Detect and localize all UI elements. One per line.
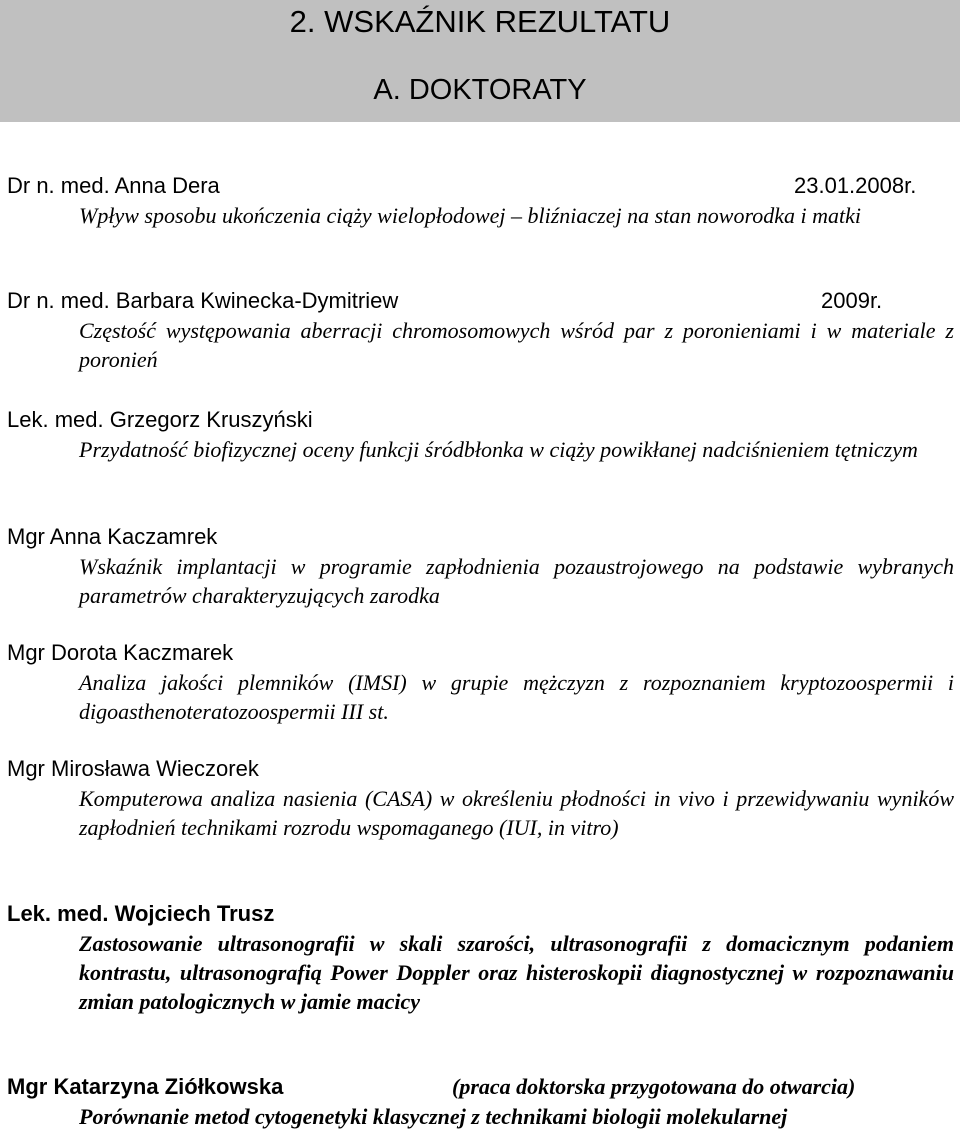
author-name: Mgr Mirosława Wieczorek: [7, 756, 259, 781]
thesis-title: Wpływ sposobu ukończenia ciąży wielopłodowej – bliźniaczej na stan noworodka i matki: [79, 203, 861, 228]
thesis-title: Zastosowanie ultrasonografii w skali szarości, ultrasonografii z domacicznym podaniem kontrastu, ultrasonografią Power Doppler oraz histeroskopii diagnostycznej w rozpoznawaniu zmian patologicznych w jamie macicy: [79, 931, 954, 1014]
author-name: Lek. med. Grzegorz Kruszyński: [7, 407, 313, 432]
date: 23.01.2008r.: [794, 173, 917, 198]
author-name: Mgr Anna Kaczamrek: [7, 524, 218, 549]
author-name: Lek. med. Wojciech Trusz: [7, 901, 275, 926]
date: 2009r.: [821, 288, 883, 313]
author-name: Mgr Dorota Kaczmarek: [7, 640, 234, 665]
thesis-title: Analiza jakości plemników (IMSI) w grupie mężczyzn z rozpoznaniem kryptozoospermii i digoasthenoteratozoospermii III st.: [79, 670, 954, 724]
author-name: Mgr Katarzyna Ziółkowska: [7, 1074, 284, 1099]
thesis-title: Komputerowa analiza nasienia (CASA) w określeniu płodności in vivo i przewidywaniu wyników zapłodnień technikami rozrodu wspomaganego (IUI, in vitro): [79, 786, 954, 840]
thesis-title: Częstość występowania aberracji chromosomowych wśród par z poronieniami i w materiale z poronień: [79, 318, 954, 372]
thesis-title: Porównanie metod cytogenetyki klasycznej z technikami biologii molekularnej: [79, 1104, 788, 1129]
status-note: (praca doktorska przygotowana do otwarcia): [452, 1074, 856, 1099]
thesis-title: Przydatność biofizycznej oceny funkcji śródbłonka w ciąży powikłanej nadciśnieniem tętniczym: [79, 437, 918, 462]
thesis-title: Wskaźnik implantacji w programie zapłodnienia pozaustrojowego na podstawie wybranych parametrów charakteryzujących zarodka: [79, 554, 954, 608]
page-title: 2. WSKAŹNIK REZULTATU: [289, 4, 671, 39]
author-name: Dr n. med. Anna Dera: [7, 173, 220, 198]
header-band: [0, 0, 960, 122]
author-name: Dr n. med. Barbara Kwinecka-Dymitriew: [7, 288, 399, 313]
section-title: A. DOKTORATY: [373, 74, 587, 106]
